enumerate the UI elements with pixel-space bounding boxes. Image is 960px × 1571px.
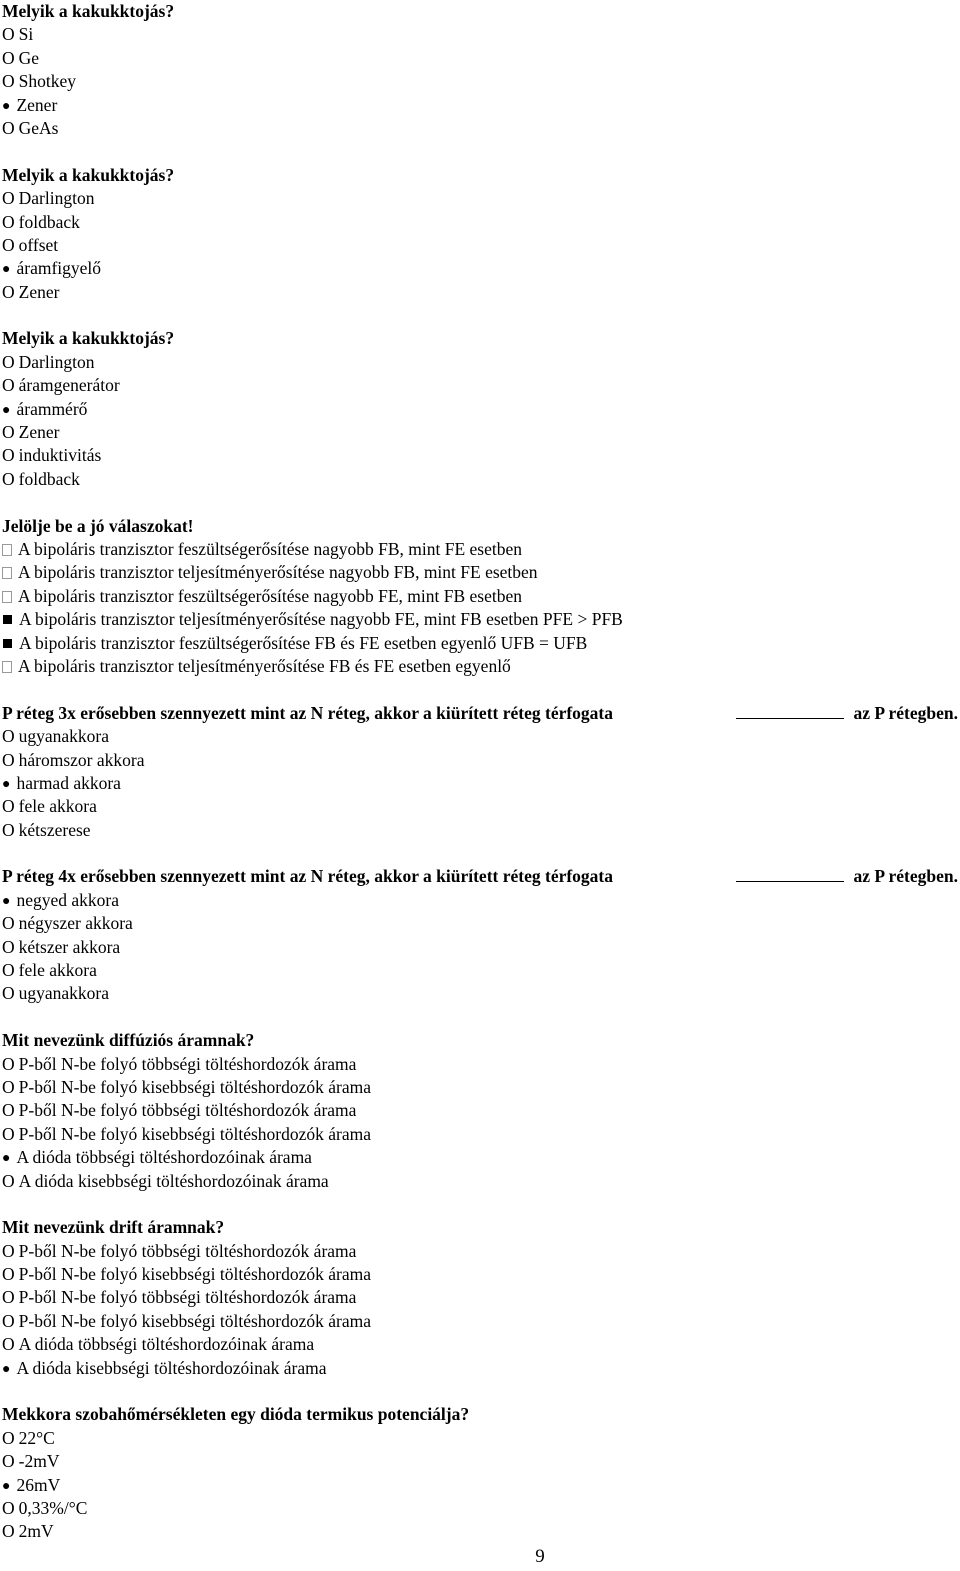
- answer-option-text: négyszer akkora: [18, 913, 133, 934]
- answer-option-text: P-ből N-be folyó többségi töltéshordozók árama: [18, 1240, 357, 1261]
- unselected-option-icon: O: [2, 1264, 15, 1285]
- answer-option[interactable]: [2, 936, 958, 959]
- answer-option[interactable]: [2, 1357, 958, 1380]
- answer-option[interactable]: [2, 1497, 958, 1520]
- answer-option[interactable]: [2, 257, 958, 280]
- answer-option[interactable]: [2, 211, 958, 234]
- answer-option-text: ugyanakkora: [18, 983, 110, 1004]
- answer-option[interactable]: [2, 1286, 958, 1309]
- unselected-option-icon: O: [2, 1100, 15, 1121]
- unchecked-box-icon: [2, 661, 12, 673]
- unselected-option-icon: O: [2, 1053, 15, 1074]
- unselected-option-icon: O: [2, 1123, 15, 1144]
- unselected-option-icon: O: [2, 1076, 15, 1097]
- unselected-option-icon: O: [2, 1451, 15, 1472]
- unselected-option-icon: O: [2, 24, 15, 45]
- unchecked-box-icon: [2, 591, 12, 603]
- unselected-option-icon: O: [2, 375, 15, 396]
- answer-option-text: foldback: [18, 468, 80, 489]
- answer-option[interactable]: [2, 47, 958, 70]
- answer-option[interactable]: [2, 538, 958, 561]
- answer-option-text: háromszor akkora: [18, 749, 145, 770]
- unselected-option-icon: O: [2, 1240, 15, 1261]
- answer-option-text: fele akkora: [18, 796, 97, 817]
- unselected-option-icon: O: [2, 1334, 15, 1355]
- answer-option-text: Ge: [18, 47, 40, 68]
- answer-option-text: 22°C: [18, 1427, 55, 1448]
- question-prompt-tail: [732, 865, 958, 888]
- answer-option-text: A bipoláris tranzisztor feszültségerősítése nagyobb FB, mint FE esetben: [18, 538, 522, 559]
- answer-option[interactable]: [2, 351, 958, 374]
- answer-option-text: P-ből N-be folyó többségi töltéshordozók árama: [18, 1053, 357, 1074]
- answer-option[interactable]: [2, 281, 958, 304]
- answer-option[interactable]: [2, 912, 958, 935]
- unselected-option-icon: O: [2, 47, 15, 68]
- answer-option-text: A bipoláris tranzisztor teljesítményerősítése FB és FE esetben egyenlő: [18, 655, 511, 676]
- answer-option[interactable]: [2, 1076, 958, 1099]
- selected-bullet-icon: ●: [2, 776, 11, 792]
- selected-bullet-icon: ●: [2, 98, 11, 114]
- selected-bullet-icon: ●: [2, 262, 11, 278]
- fill-in-blank[interactable]: [736, 865, 844, 882]
- unselected-option-icon: O: [2, 1287, 15, 1308]
- section-gap: [2, 678, 958, 701]
- unselected-option-icon: O: [2, 351, 15, 372]
- answer-option[interactable]: [2, 1099, 958, 1122]
- answer-option-text: 26mV: [16, 1474, 61, 1495]
- section-gap: [2, 1006, 958, 1029]
- question-prompt: Mit nevezünk drift áramnak?: [2, 1217, 225, 1238]
- section-gap: [2, 842, 958, 865]
- answer-option-text: fele akkora: [18, 960, 97, 981]
- answer-option[interactable]: [2, 608, 958, 631]
- answer-option-text: A dióda kisebbségi töltéshordozóinak árama: [18, 1170, 329, 1191]
- answer-option-text: -2mV: [18, 1451, 60, 1472]
- answer-option[interactable]: [2, 23, 958, 46]
- document-page: [2, 0, 958, 1544]
- unselected-option-icon: O: [2, 983, 15, 1004]
- answer-option[interactable]: [2, 1450, 958, 1473]
- answer-option[interactable]: [2, 234, 958, 257]
- answer-option[interactable]: [2, 187, 958, 210]
- answer-option-text: Shotkey: [18, 71, 77, 92]
- answer-option[interactable]: [2, 94, 958, 117]
- answer-option[interactable]: [2, 795, 958, 818]
- unchecked-box-icon: [2, 567, 12, 579]
- answer-option-text: A bipoláris tranzisztor feszültségerősítése nagyobb FE, mint FB esetben: [18, 585, 522, 606]
- question-prompt: Melyik a kakukktojás?: [2, 164, 175, 185]
- unselected-option-icon: O: [2, 913, 15, 934]
- unselected-option-icon: O: [2, 211, 15, 232]
- answer-option-text: A dióda többségi töltéshordozóinak árama: [16, 1147, 312, 1168]
- answer-option-text: A bipoláris tranzisztor feszültségerősítése FB és FE esetben egyenlő UFB = UFB: [19, 632, 588, 653]
- answer-option-text: A bipoláris tranzisztor teljesítményerősítése nagyobb FE, mint FB esetben PFE > PFB: [19, 609, 623, 630]
- answer-option[interactable]: [2, 1053, 958, 1076]
- answer-option-text: Darlington: [18, 351, 95, 372]
- answer-option-text: kétszerese: [18, 819, 91, 840]
- answer-option-text: 2mV: [18, 1521, 54, 1542]
- answer-option[interactable]: [2, 959, 958, 982]
- answer-option[interactable]: [2, 374, 958, 397]
- section-gap: [2, 491, 958, 514]
- answer-option[interactable]: [2, 1333, 958, 1356]
- unselected-option-icon: O: [2, 468, 15, 489]
- answer-option-text: kétszer akkora: [18, 936, 121, 957]
- answer-option-text: Si: [18, 24, 34, 45]
- unselected-option-icon: O: [2, 117, 15, 138]
- answer-option[interactable]: [2, 444, 958, 467]
- answer-option[interactable]: [2, 421, 958, 444]
- answer-option-text: ugyanakkora: [18, 726, 110, 747]
- answer-option[interactable]: [2, 819, 958, 842]
- question-prompt-end: az P rétegben.: [853, 866, 958, 887]
- answer-option-text: harmad akkora: [16, 772, 121, 793]
- unselected-option-icon: O: [2, 936, 15, 957]
- answer-option-text: Zener: [16, 94, 58, 115]
- answer-option-text: A dióda kisebbségi töltéshordozóinak árama: [16, 1357, 327, 1378]
- answer-option[interactable]: [2, 70, 958, 93]
- answer-option[interactable]: [2, 1474, 958, 1497]
- unselected-option-icon: O: [2, 71, 15, 92]
- unselected-option-icon: O: [2, 188, 15, 209]
- question-prompt: [2, 865, 958, 888]
- answer-option-text: A dióda többségi töltéshordozóinak árama: [18, 1334, 315, 1355]
- answer-option[interactable]: [2, 468, 958, 491]
- selected-bullet-icon: ●: [2, 1151, 11, 1167]
- selected-bullet-icon: ●: [2, 402, 11, 418]
- answer-option[interactable]: [2, 1427, 958, 1450]
- answer-option[interactable]: [2, 655, 958, 678]
- selected-bullet-icon: ●: [2, 1478, 11, 1494]
- answer-option[interactable]: [2, 585, 958, 608]
- answer-option[interactable]: [2, 1170, 958, 1193]
- unselected-option-icon: O: [2, 819, 15, 840]
- question-prompt-text: P réteg 3x erősebben szennyezett mint az N réteg, akkor a kiürített réteg térfogata: [2, 702, 614, 723]
- unselected-option-icon: O: [2, 1498, 15, 1518]
- answer-option-text: P-ből N-be folyó kisebbségi töltéshordozók árama: [18, 1264, 371, 1285]
- answer-option[interactable]: [2, 1310, 958, 1333]
- selected-bullet-icon: ●: [2, 1361, 11, 1377]
- unselected-option-icon: O: [2, 234, 15, 255]
- question-prompt: Melyik a kakukktojás?: [2, 1, 175, 21]
- answer-option[interactable]: [2, 1520, 958, 1543]
- selected-bullet-icon: ●: [2, 893, 11, 909]
- unselected-option-icon: O: [2, 796, 15, 817]
- unchecked-box-icon: [2, 544, 12, 556]
- answer-option-text: 0,33%/°C: [18, 1498, 88, 1518]
- answer-option-text: A bipoláris tranzisztor teljesítményerősítése nagyobb FB, mint FE esetben: [18, 562, 538, 583]
- unselected-option-icon: O: [2, 1310, 15, 1331]
- unselected-option-icon: O: [2, 1170, 15, 1191]
- answer-option-text: P-ből N-be folyó kisebbségi töltéshordozók árama: [18, 1310, 371, 1331]
- answer-option[interactable]: [2, 561, 958, 584]
- answer-option[interactable]: [2, 982, 958, 1005]
- fill-in-blank[interactable]: [736, 702, 844, 719]
- section-gap: [2, 304, 958, 327]
- question-prompt: Mit nevezünk diffúziós áramnak?: [2, 1030, 255, 1051]
- answer-option-text: P-ből N-be folyó többségi töltéshordozók árama: [18, 1287, 357, 1308]
- section-gap: [2, 140, 958, 163]
- checked-square-icon: [3, 615, 12, 624]
- unselected-option-icon: O: [2, 281, 15, 302]
- answer-option[interactable]: [2, 398, 958, 421]
- answer-option-text: offset: [18, 234, 59, 255]
- unselected-option-icon: O: [2, 1521, 15, 1542]
- answer-option[interactable]: [2, 749, 958, 772]
- question-prompt: [2, 702, 958, 725]
- answer-option-text: negyed akkora: [16, 889, 119, 910]
- answer-option[interactable]: [2, 1263, 958, 1286]
- question-prompt: Mekkora szobahőmérsékleten egy dióda termikus potenciálja?: [2, 1404, 470, 1425]
- answer-option-text: Zener: [18, 281, 60, 302]
- answer-option[interactable]: [2, 632, 958, 655]
- answer-option[interactable]: [2, 117, 958, 140]
- answer-option[interactable]: [2, 889, 958, 912]
- answer-option-text: foldback: [18, 211, 80, 232]
- answer-option-text: áramfigyelő: [16, 258, 102, 279]
- unselected-option-icon: O: [2, 960, 15, 981]
- answer-option-text: áramgenerátor: [18, 375, 120, 396]
- question-prompt-text: P réteg 4x erősebben szennyezett mint az N réteg, akkor a kiürített réteg térfogata: [2, 866, 614, 887]
- answer-option-text: P-ből N-be folyó többségi töltéshordozók árama: [18, 1100, 357, 1121]
- answer-option[interactable]: [2, 1123, 958, 1146]
- page-number: 9: [535, 1546, 545, 1567]
- question-prompt: Melyik a kakukktojás?: [2, 328, 175, 349]
- answer-option-text: P-ből N-be folyó kisebbségi töltéshordozók árama: [18, 1123, 371, 1144]
- answer-option[interactable]: [2, 772, 958, 795]
- section-gap: [2, 1380, 958, 1403]
- answer-option-text: árammérő: [16, 398, 88, 419]
- answer-option-text: Zener: [18, 422, 60, 443]
- section-gap: [2, 1193, 958, 1216]
- answer-option[interactable]: [2, 1146, 958, 1169]
- unselected-option-icon: O: [2, 749, 15, 770]
- unselected-option-icon: O: [2, 1427, 15, 1448]
- answer-option[interactable]: [2, 1240, 958, 1263]
- answer-option-text: induktivitás: [18, 445, 102, 466]
- checked-square-icon: [3, 639, 12, 648]
- unselected-option-icon: O: [2, 726, 15, 747]
- answer-option-text: P-ből N-be folyó kisebbségi töltéshordozók árama: [18, 1076, 371, 1097]
- answer-option-text: Darlington: [18, 188, 95, 209]
- question-prompt: Jelölje be a jó válaszokat!: [2, 515, 194, 536]
- unselected-option-icon: O: [2, 445, 15, 466]
- question-prompt-end: az P rétegben.: [853, 702, 958, 723]
- question-prompt-tail: [732, 702, 958, 725]
- unselected-option-icon: O: [2, 422, 15, 443]
- answer-option-text: GeAs: [18, 117, 59, 138]
- answer-option[interactable]: [2, 725, 958, 748]
